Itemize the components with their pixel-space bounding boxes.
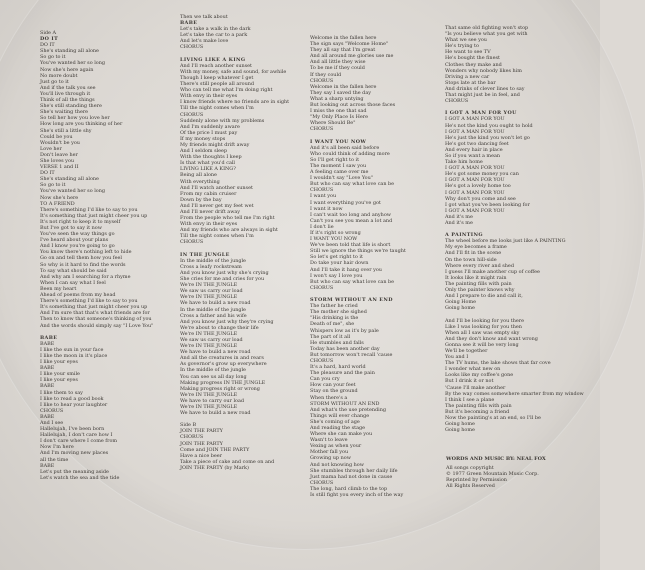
lyric-line: How can your feet [310,382,356,389]
lyric-line: There's still people all around [180,81,255,88]
lyric-line: And it's all been said before [310,144,380,151]
lyric-line: Like I was looking for you then [445,323,522,330]
lyric-line: Cross a leafy rockstream [180,263,242,270]
lyric-line: "My Only Place Is Here [310,114,368,121]
lyric-line: If it's right so wrong [310,230,361,236]
lyric-line: I think I see a plane [445,396,495,403]
lyric-line: We're IN THE JUNGLE [180,294,238,301]
lyric-line: And what's the use pretending [310,406,387,413]
lyric-line: It looks like it might rain [445,274,507,281]
lyric-line: My friends might drift away [180,141,250,148]
lyric-line: BABE [40,365,55,372]
lyric-line: And I'll be looking for you there [445,317,525,324]
lyric-line: Do take your hair down [310,260,369,267]
lyric-line: With envy in their eyes [180,93,238,100]
lyric-line: She's standing all alone [40,176,99,183]
lyric-line: And I prepare to die and call it, [445,293,523,300]
lyric-line: I like them to say [40,389,83,396]
lyric-line: It's something that just might cheer you up [40,304,148,311]
lyric-line: Is still fight you every inch of the way [310,492,404,499]
lyric-line: What a sharp untying [310,95,364,102]
lyric-line: The part of it all [310,333,351,340]
lyric-line: JOIN THE PARTY [180,428,223,435]
lyric-line: VERSE 1 and II [40,164,79,171]
lyric-line: And it's me [445,220,473,226]
lyric-line: Let's take the car to a park [180,32,248,39]
lyric-line: But who can say what love can be [310,278,395,285]
lyric-line: Can you cry [310,376,340,383]
lyric-line: And my friends who are always in sight [180,227,278,234]
lyric-line: We're IN THE JUNGLE [180,282,238,289]
lyric-line: He's just the kind you won't let go [445,134,530,141]
lyric-line: So let's get right to it [310,254,363,261]
lyric-line: He want to see TV [445,49,491,56]
lyric-line: To be me if they could [310,65,365,72]
lyric-line: We're about to change their life [180,324,259,331]
lyric-line: Till the night comes when I'm [180,105,254,112]
lyric-line: Now the painting's at an end, so I'll be [445,415,541,421]
lyric-line: You've wanted her so long [40,60,105,67]
lyric-line: Where every river and shed [445,262,514,269]
lyric-line: CHORUS [180,111,204,118]
lyric-line: Looks like my coffee's gone [445,372,514,379]
lyric-line: On the town hill-side [445,256,497,263]
lyric-line: Why don't you come and see [445,195,516,202]
lyric-line: Going home [445,305,475,312]
lyric-line: The painting fills with pain [445,280,512,287]
credits-line: © 1977 Green Mountain Music Corp. [446,471,539,478]
lyric-line: The wheel before me looks just like A PAINTING [445,238,566,245]
lyric-line: Gonna see it will be very long [445,341,519,348]
lyric-line: Let's watch the sea and the tide [40,474,120,481]
lyric-line: And I'm moving new places [40,450,109,457]
lyric-line: She loves you [40,157,75,164]
lyric-line: And you know just why they're crying [180,318,274,325]
lyric-line: He's bought the finest [445,55,500,62]
lyric-line: I can't wait too long and anyhow [310,211,391,218]
lyric-line: The moment I saw you [310,162,367,169]
lyric-line: I GOT A MAN FOR YOU [445,128,505,135]
song-title: BABE [180,20,198,27]
lyric-line: Going home [445,421,475,428]
lyric-line: Though I keep whatever I get [180,74,254,81]
lyric-line: But looking out across those faces [310,102,396,109]
lyric-line: When I can say what I feel [40,279,106,286]
lyric-line: Mother fall you [310,449,349,456]
lyric-line: Now I'm here [40,444,74,451]
lyric-line: The sign says "Welcome Home" [310,41,389,48]
lyrics-column-3 [310,35,435,498]
lyric-line: Making progress right or wrong [180,385,260,392]
lyric-line: Still we ignore the things we're taught [310,248,406,255]
lyric-line: Things will ever change [310,412,370,419]
lyric-line: Who can tell me what I'm doing right [180,87,273,94]
lyric-line: Go on and tell them how you feel [40,255,122,262]
lyric-line: And all little they wise [310,59,366,66]
lyric-line: Stay on the ground [310,388,358,395]
lyric-line: BABE [40,340,55,347]
lyric-line: And I'll fit in the scene [445,250,502,257]
lyric-line: The mother she sighed [310,309,367,316]
lyric-line: CHORUS [310,126,334,133]
lyric-line: So tell her how you love her [40,115,110,122]
lyric-line: My eye becomes a frame [445,244,507,251]
lyric-line: I wonder what new on [445,366,501,373]
lyric-line: Could be you [40,133,73,140]
lyric-line: Come and JOIN THE PARTY [180,446,250,453]
lyric-line: Of the price I must pay [180,129,238,136]
lyric-line: We're IN THE JUNGLE [180,391,238,398]
lyric-line: I've heard about your plans [40,237,109,244]
lyric-line: We have to build a new road [180,410,251,417]
lyric-line: So I'll get right to it [310,156,360,163]
lyric-line: To say what should be said [40,267,107,274]
lyric-line: From my cabin cruiser [180,190,237,197]
lyric-line: So go to it [40,54,66,61]
lyric-line: You know there's nothing left to hide [40,249,132,256]
lyric-line: We're IN THE JUNGLE [180,404,238,410]
lyric-line: CHORUS [310,479,334,486]
lyric-line: We saw us carry our load [180,288,243,295]
lyric-line: CHORUS [310,77,334,84]
lyric-line: It's something that just might cheer you up [40,212,148,219]
lyric-line: I like your eyes [40,377,78,384]
lyric-line: And I'll watch another sunset [180,184,253,191]
lyric-line: With envy in their eyes [180,221,238,228]
lyric-line: Welcome in the fallen here [310,83,377,90]
lyric-line: Ahead of poems from my head [40,292,116,299]
lyric-line: Wasn't to leave [310,437,348,444]
song-title: I GOT A MAN FOR YOU [445,110,517,117]
lyric-line: With everything [180,178,220,185]
lyric-line: And I seldom sleep [180,148,228,155]
lyric-line: JOIN THE PARTY [180,440,223,447]
lyric-line: I know friends where no friends are in sight [180,99,290,106]
lyric-line: If my money stops [180,135,226,142]
lyric-line: We have to build a new road [180,349,251,356]
lyrics-column-1 [40,30,160,481]
lyric-line: And all around me glories use me [310,53,394,60]
lyric-line: CHORUS [180,434,204,441]
lyric-line: And every hair in place [445,146,503,153]
lyric-line: Now she's here again [40,66,94,73]
lyric-line: He's got some money you can [445,171,519,178]
lyric-line: So go to it [40,182,66,189]
lyric-line: Take a piece of cake and come on and [180,458,275,465]
lyric-line: You'll live through it [40,90,91,97]
lyric-line: She's coming of age [310,418,360,425]
lyric-line: Stops late at the bar [445,79,496,86]
lyric-line: And you know just why she's crying [180,269,269,276]
lyric-line: CHORUS [40,407,64,414]
song-title: STORM WITHOUT AN END [310,297,393,304]
lyric-line: I won't say I love you [310,272,363,279]
lyrics-column-4 [445,25,584,434]
lyric-line: We saw us carry our load [180,336,243,343]
lyric-line: Just go to it [40,78,69,85]
lyric-line: I miss the one that sad [310,108,367,115]
lyric-line: I want everything you've got [310,199,381,206]
lyric-line: The TV hums, the lake shows that far cove [445,360,551,367]
lyric-line: Hallelujah, I don't care how I [40,432,113,439]
lyric-line: Love her [40,145,62,152]
credits-block [446,456,566,489]
lyric-line: And all the creatures in and rears [180,355,264,362]
lyric-line: TO A FRIEND [40,200,75,207]
lyric-line: Vexing as when your [310,443,362,450]
lyric-line: If they could [310,71,342,78]
lyric-line: When there's a [310,394,348,401]
lyric-line: Being all alone [180,172,217,179]
lyric-line: I wouldn't say "Love You" [310,175,374,182]
lyric-line: Today has been another day [310,345,380,352]
lyric-line: As governor's grow up everywhere [180,361,267,368]
lyric-line: I like your eyes [40,359,78,366]
song-title: I WANT YOU NOW [310,138,367,145]
lyric-line: And why am I searching for a rhyme [40,273,131,280]
lyric-line: She's waiting there [40,109,89,116]
lyric-line: We have to carry our load [180,397,245,404]
lyric-line: And if the talk you see [40,84,96,91]
lyric-line: "His drinking is the [310,315,359,322]
lyric-line: It's a hard, hard world [310,364,366,371]
lyric-line: CHORUS [310,357,334,364]
lyric-line: I don't lie [310,223,334,230]
lyric-line: Then we talk about [180,14,228,20]
lyric-line: Growing up now [310,455,351,462]
lyric-line: BABE [40,462,55,469]
lyric-line: Driving a new car [445,73,490,80]
credits-line: All songs copyright [446,465,494,471]
lyric-line: I like to read a good book [40,395,104,402]
lyric-line: I like the moon in it's place [40,352,108,359]
lyric-line: Who could think of adding more [310,150,390,157]
lyric-line: He's got two dancing feet [445,140,509,147]
lyric-line: She's still a little shy [40,127,92,134]
lyric-line: So why is it hard to find the words [40,261,126,268]
lyric-line: By the way comes somewhere smarter from my window [445,390,584,397]
lyric-line: And I see [40,420,64,426]
lyric-line: And I know you're going to go [40,243,115,250]
lyric-line: She's still standing there [40,103,102,110]
lyric-line: Welcome in the fallen here [310,35,377,41]
lyric-line: Whispers low as it's by pale [310,327,379,334]
lyric-line: Take him home [445,159,483,166]
lyric-line: When all I saw was empty sky [445,329,520,336]
lyric-line: You can see us all day long [180,373,247,380]
lyric-line: Can't you see you mean a lot and [310,217,393,224]
lyric-line: Side B [180,422,197,429]
lyric-line: Let's put the meaning aside [40,468,109,475]
lyric-line: all the time [40,456,69,463]
lyric-line: She's standing all alone [40,48,99,55]
lyric-line: The long, hard climb to the top [310,485,388,492]
lyric-line: BABE [40,413,55,420]
credits-line: All Rights Reserved [446,483,495,490]
lyric-line: Is that what you'd call [180,160,235,167]
lyric-line: Have a nice beer [180,452,223,459]
lyric-line: And they don't know and want wrong [445,335,538,342]
lyric-line: No more doubt [40,72,78,79]
lyric-line: CHORUS [180,44,204,51]
lyric-line: How long are you thinking of her [40,121,123,128]
lyric-line: In the middle of the jungle [180,306,246,313]
lyric-line: You've seen the way things go [40,231,115,238]
lyric-line: I GOT A MAN FOR YOU [445,189,505,196]
lyric-line: DO IT [40,42,55,49]
credits-line: Reprinted by Permission [446,477,507,484]
lyric-line: Think of all the things [40,97,95,104]
song-title: BABE [40,334,58,341]
lyric-line: CHORUS [310,284,334,291]
lyric-line: Clothes they make and [445,61,502,68]
lyric-line: Making progress IN THE JUNGLE [180,379,266,386]
lyric-line: But tomorrow won't recall 'cause [310,351,393,358]
lyrics-column-2 [180,14,300,471]
lyric-line: 'Cause I'll make another [445,384,506,391]
lyric-line: CHORUS [180,239,204,246]
lyric-line: But I've got to say it now [40,225,102,231]
lyric-line: I GOT A MAN FOR YOU [445,207,505,214]
lyric-line: Side A [40,30,57,36]
credits-heading: WORDS AND MUSIC BY: NEAL FOX [446,456,546,462]
lyric-line: Been my heart [40,285,77,292]
lyric-line: Going home [445,427,475,434]
lyric-line: With my money, safe and sound, for awhile [180,68,287,75]
lyric-line: And reading the stage [310,425,366,431]
lyric-line: Now she's here [40,194,79,201]
lyric-line: I want you [310,193,337,200]
lyric-line: I like your smile [40,371,80,378]
lyric-line: In the middle of the jungle [180,257,246,264]
lyric-line: What we see you [445,37,487,44]
lyric-line: "Is you believe what you get with [445,31,528,38]
lyric-line: LIVING LIKE A KING? [180,166,236,173]
lyric-line: We've been told that life is short [310,242,391,249]
song-title: A PAINTING [445,232,483,239]
lyric-line: And the words should simply say "I Love You" [40,322,154,329]
lyric-line: And I'm sure that that's what friends are for [40,310,150,317]
lyric-line: From the people who tell me I'm right [180,215,275,222]
lyric-line: Then to know that someone's thinking of you [40,316,152,323]
lyric-line: The father he cried [310,303,358,310]
lyric-line: Down by the bay [180,196,222,203]
lyric-line: CHORUS [445,98,469,105]
lyric-line: The painting fills with pain [445,402,512,409]
song-title: IN THE JUNGLE [180,251,230,258]
lyric-line: Where she can make you [310,431,373,438]
lyric-line: Just mama had not done in cause [310,473,393,480]
lyric-line: You and I [445,354,469,361]
lyric-line: I don't care where I come from [40,438,118,445]
lyric-line: She stumbles through her daily life [310,467,398,474]
lyric-line: The pleasure and the pain [310,370,375,377]
lyric-line: Till the night comes when I'm [180,233,254,240]
lyric-line: And I'll never drift away [180,209,241,215]
lyric-line: But I drink it or not [445,378,494,385]
lyric-line: I got what you've been looking for [445,201,530,208]
lyric-line: That same old fighting won't stop [445,25,529,31]
lyric-line: In the middle of the jungle [180,367,246,374]
lyric-line: There's something I'd like to say to you [40,298,138,305]
lyric-line: Wonders why nobody likes him [445,67,522,74]
lyric-line: We're IN THE JUNGLE [180,330,238,337]
lyric-line: And it's me [445,213,473,220]
lyric-line: Only the painter knows why [445,287,515,294]
lyric-line: They say I saved the day [310,89,371,96]
lyric-line: And let's make love [180,38,229,45]
lyric-line: It's not right to keep it to myself [40,218,121,225]
lyric-line: CHORUS [310,187,334,194]
lyric-line: I guess I'll make another cup of coffee [445,268,540,275]
lyric-line: Let's take a walk in the dark [180,26,251,33]
lyric-line: You've wanted her so long [40,188,105,195]
lyric-line: He stumbles and falls [310,339,364,346]
lyric-line: I GOT A MAN FOR YOU [445,165,505,172]
lyric-line: But who can say what love can be [310,181,395,188]
lyric-line: Where Should Be" [310,120,356,127]
lyric-line: He's not the kind you ought to hold [445,122,533,129]
lyric-line: We'll be together [445,347,488,354]
lyric-line: I WANT YOU NOW [310,236,358,243]
lyric-line: I like the sun in your face [40,346,104,353]
lyric-line: They all say that I'm great [310,47,376,54]
lyric-line: She cries for me and cries for you [180,276,265,283]
lyric-line: He's got a lovely home too [445,183,511,190]
lyric-line: So if you want a mean [445,152,501,159]
lyric-line: A feeling came over me [310,169,369,176]
lyric-line: And I'll reach another sunset [180,62,253,69]
lyric-line: Cross a father and his wife [180,312,247,319]
lyric-line: There's something I'd like to say to you [40,206,138,213]
lyric-line: I GOT A MAN FOR YOU [445,116,505,123]
lyric-line: And I'll take it hang over you [310,266,382,273]
lyric-line: We're IN THE JUNGLE [180,343,238,350]
lyric-line: Suddenly alone with my problems [180,117,265,124]
lyric-line: JOIN THE PARTY (by Mark) [180,464,249,471]
lyric-line: BABE [40,383,55,390]
lyric-line: And not knowing how [310,461,364,468]
lyric-line: With the thoughts I keep [180,154,242,161]
lyric-line: And drinks of clever lines to say [445,85,525,92]
lyric-line: I want it now [310,205,343,212]
lyric-line: Don't leave her [40,151,78,158]
lyric-line: DO IT [40,170,55,177]
lyric-line: Going Home [445,299,476,306]
song-title: LIVING LIKE A KING [180,56,246,63]
lyric-line: That might just be in feel, and [445,92,520,99]
lyric-line: Death of me", she [310,321,355,328]
lyric-line: I GOT A MAN FOR YOU [445,177,505,184]
lyric-line: Wouldn't be you [40,139,80,146]
lyric-line: And I'm suddenly aware [180,123,240,130]
lyric-line: Hallelujah, I've been born [40,426,105,433]
lyric-line: We have to build a new road [180,300,251,307]
song-title: DO IT [40,36,59,43]
lyric-line: He's trying to [445,43,479,50]
lyric-line: But it's becoming a friend [445,408,510,415]
lyric-line: STORM WITHOUT AN END [310,400,380,407]
lyric-line: And I'll never get my feet wet [180,202,254,209]
lyric-line: I like to hear your laughter [40,401,108,408]
